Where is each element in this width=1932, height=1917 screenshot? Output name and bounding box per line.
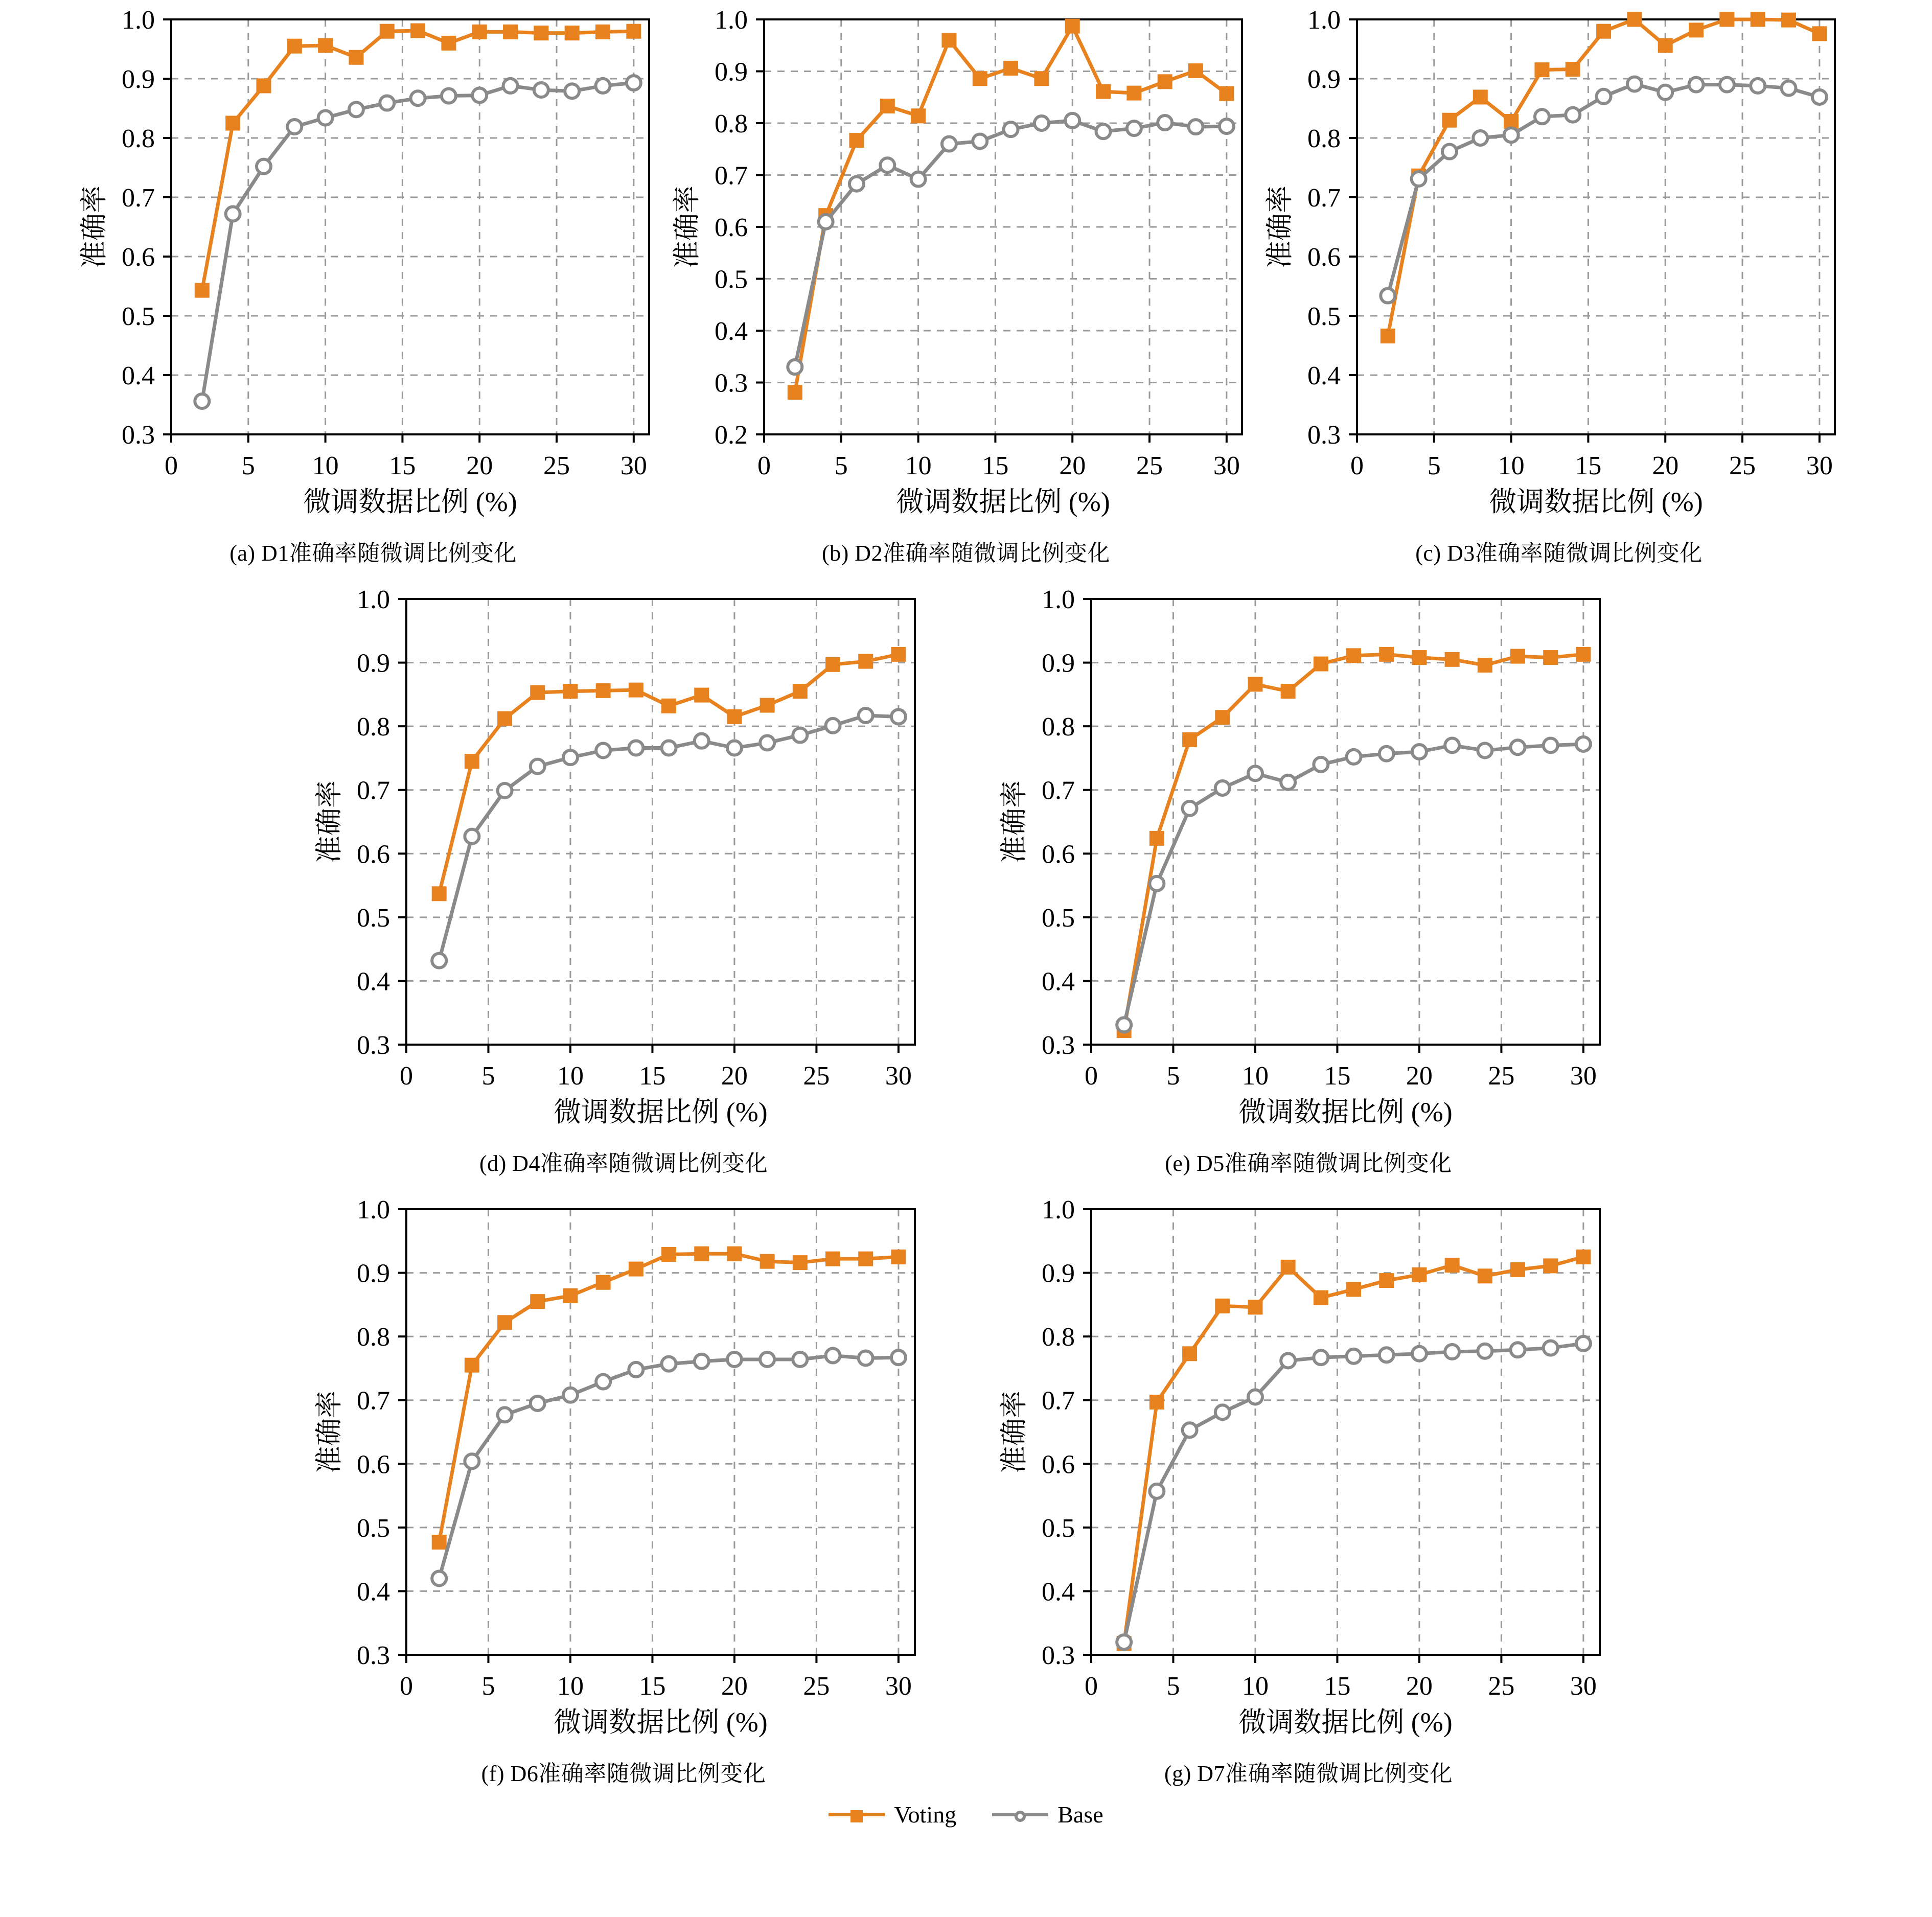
svg-text:25: 25 xyxy=(803,1061,830,1091)
svg-text:30: 30 xyxy=(620,451,647,480)
svg-text:0.5: 0.5 xyxy=(715,265,748,294)
plot-e xyxy=(997,585,1620,1142)
legend-label-base: Base xyxy=(1057,1801,1103,1828)
svg-text:10: 10 xyxy=(557,1672,584,1701)
svg-text:0.4: 0.4 xyxy=(122,361,155,390)
plot-a-svg xyxy=(77,5,670,532)
svg-text:0.4: 0.4 xyxy=(1042,967,1075,997)
svg-text:0.3: 0.3 xyxy=(715,368,748,398)
svg-text:微调数据比例 (%): 微调数据比例 (%) xyxy=(1238,1707,1453,1738)
svg-text:准确率: 准确率 xyxy=(79,186,109,268)
svg-text:0.4: 0.4 xyxy=(715,317,748,346)
svg-text:0.4: 0.4 xyxy=(357,1577,390,1607)
svg-text:0.5: 0.5 xyxy=(122,302,155,331)
svg-text:0.7: 0.7 xyxy=(1307,183,1341,213)
legend-item-base xyxy=(992,1801,1103,1828)
svg-text:准确率: 准确率 xyxy=(314,1391,344,1473)
svg-text:0.7: 0.7 xyxy=(357,1386,390,1416)
svg-text:15: 15 xyxy=(1575,451,1602,480)
caption-d: (d) D4准确率随微调比例变化 xyxy=(479,1151,768,1176)
svg-text:0.3: 0.3 xyxy=(1042,1641,1075,1670)
legend-item-voting xyxy=(829,1801,956,1828)
legend-marker-circle xyxy=(1015,1811,1026,1822)
plot-f-svg xyxy=(312,1195,935,1752)
svg-text:0: 0 xyxy=(757,451,771,480)
svg-text:0.5: 0.5 xyxy=(1042,903,1075,933)
svg-text:0.7: 0.7 xyxy=(715,161,748,191)
plot-d xyxy=(312,585,935,1142)
svg-text:15: 15 xyxy=(639,1061,666,1091)
svg-text:0.6: 0.6 xyxy=(1042,840,1075,869)
svg-text:微调数据比例 (%): 微调数据比例 (%) xyxy=(554,1097,768,1127)
svg-text:30: 30 xyxy=(1213,451,1240,480)
svg-text:5: 5 xyxy=(481,1672,495,1701)
svg-text:准确率: 准确率 xyxy=(999,1391,1029,1473)
svg-text:30: 30 xyxy=(885,1672,912,1701)
legend-line-voting xyxy=(829,1813,885,1816)
svg-text:1.0: 1.0 xyxy=(357,1195,390,1225)
svg-text:0.6: 0.6 xyxy=(1307,243,1341,272)
svg-text:0.3: 0.3 xyxy=(1307,421,1341,450)
chart-cell-f xyxy=(312,1195,935,1788)
chart-cell-c xyxy=(1262,5,1855,567)
svg-text:20: 20 xyxy=(1059,451,1086,480)
svg-text:微调数据比例 (%): 微调数据比例 (%) xyxy=(896,487,1110,517)
svg-text:0: 0 xyxy=(400,1061,413,1091)
svg-text:0.8: 0.8 xyxy=(715,109,748,138)
svg-text:微调数据比例 (%): 微调数据比例 (%) xyxy=(1489,487,1703,517)
svg-text:20: 20 xyxy=(1406,1672,1433,1701)
chart-cell-a xyxy=(77,5,670,567)
svg-text:5: 5 xyxy=(1166,1061,1180,1091)
chart-row-3 xyxy=(10,1195,1922,1788)
caption-e: (e) D5准确率随微调比例变化 xyxy=(1165,1151,1452,1176)
plot-c xyxy=(1262,5,1855,532)
svg-text:1.0: 1.0 xyxy=(357,585,390,614)
caption-g: (g) D7准确率随微调比例变化 xyxy=(1164,1761,1453,1786)
svg-text:微调数据比例 (%): 微调数据比例 (%) xyxy=(303,487,517,517)
svg-text:0.8: 0.8 xyxy=(1307,124,1341,153)
svg-text:30: 30 xyxy=(885,1061,912,1091)
svg-text:30: 30 xyxy=(1570,1061,1597,1091)
svg-text:20: 20 xyxy=(721,1061,748,1091)
svg-text:0.8: 0.8 xyxy=(357,712,390,742)
svg-text:0.5: 0.5 xyxy=(1307,302,1341,331)
svg-text:5: 5 xyxy=(1427,451,1441,480)
legend-label-voting: Voting xyxy=(894,1801,957,1828)
svg-text:10: 10 xyxy=(557,1061,584,1091)
svg-text:10: 10 xyxy=(1241,1672,1269,1701)
svg-text:准确率: 准确率 xyxy=(314,780,344,863)
svg-text:0.6: 0.6 xyxy=(357,1450,390,1480)
svg-text:5: 5 xyxy=(481,1061,495,1091)
svg-text:0.9: 0.9 xyxy=(1307,65,1341,94)
svg-text:10: 10 xyxy=(905,451,932,480)
svg-text:1.0: 1.0 xyxy=(1042,585,1075,614)
svg-text:0.5: 0.5 xyxy=(357,903,390,933)
svg-text:0.3: 0.3 xyxy=(357,1031,390,1060)
svg-text:0.4: 0.4 xyxy=(1307,361,1341,390)
svg-text:0.5: 0.5 xyxy=(1042,1513,1075,1543)
caption-f: (f) D6准确率随微调比例变化 xyxy=(481,1761,766,1786)
svg-text:0.4: 0.4 xyxy=(357,967,390,997)
svg-text:准确率: 准确率 xyxy=(999,780,1029,863)
svg-text:0.8: 0.8 xyxy=(122,124,155,153)
svg-text:0: 0 xyxy=(1085,1061,1098,1091)
plot-f xyxy=(312,1195,935,1752)
svg-text:准确率: 准确率 xyxy=(672,186,702,268)
svg-text:5: 5 xyxy=(834,451,848,480)
svg-text:25: 25 xyxy=(543,451,570,480)
svg-text:0.9: 0.9 xyxy=(357,649,390,678)
svg-text:1.0: 1.0 xyxy=(715,6,748,35)
caption-b: (b) D2准确率随微调比例变化 xyxy=(821,541,1111,566)
svg-text:0.8: 0.8 xyxy=(1042,1323,1075,1352)
svg-text:10: 10 xyxy=(1498,451,1525,480)
svg-text:20: 20 xyxy=(1406,1061,1433,1091)
svg-text:30: 30 xyxy=(1806,451,1833,480)
svg-text:0.9: 0.9 xyxy=(122,65,155,94)
svg-text:0.8: 0.8 xyxy=(357,1323,390,1352)
svg-text:20: 20 xyxy=(1652,451,1679,480)
svg-text:0.4: 0.4 xyxy=(1042,1577,1075,1607)
svg-text:20: 20 xyxy=(721,1672,748,1701)
svg-text:0.6: 0.6 xyxy=(1042,1450,1075,1480)
plot-a xyxy=(77,5,670,532)
legend-marker-square xyxy=(850,1810,863,1822)
svg-text:0.9: 0.9 xyxy=(1042,649,1075,678)
chart-row-2 xyxy=(10,585,1922,1177)
svg-text:0: 0 xyxy=(165,451,178,480)
svg-text:准确率: 准确率 xyxy=(1264,186,1295,268)
chart-cell-d xyxy=(312,585,935,1177)
plot-b-svg xyxy=(670,5,1262,532)
svg-text:30: 30 xyxy=(1570,1672,1597,1701)
svg-text:15: 15 xyxy=(639,1672,666,1701)
svg-text:15: 15 xyxy=(982,451,1009,480)
svg-text:0.6: 0.6 xyxy=(715,213,748,242)
svg-text:5: 5 xyxy=(241,451,255,480)
svg-text:0.7: 0.7 xyxy=(1042,776,1075,805)
svg-text:10: 10 xyxy=(312,451,339,480)
svg-text:0: 0 xyxy=(1085,1672,1098,1701)
svg-text:0: 0 xyxy=(1350,451,1364,480)
svg-text:15: 15 xyxy=(1324,1061,1351,1091)
svg-text:25: 25 xyxy=(803,1672,830,1701)
legend-line-base xyxy=(992,1813,1048,1816)
svg-text:0: 0 xyxy=(400,1672,413,1701)
svg-text:25: 25 xyxy=(1488,1061,1515,1091)
svg-text:25: 25 xyxy=(1488,1672,1515,1701)
svg-text:0.3: 0.3 xyxy=(357,1641,390,1670)
plot-g-svg xyxy=(997,1195,1620,1752)
svg-text:1.0: 1.0 xyxy=(1307,6,1341,35)
svg-text:0.5: 0.5 xyxy=(357,1513,390,1543)
svg-text:1.0: 1.0 xyxy=(1042,1195,1075,1225)
svg-text:25: 25 xyxy=(1729,451,1756,480)
plot-g xyxy=(997,1195,1620,1752)
svg-text:0.9: 0.9 xyxy=(715,57,748,87)
svg-text:微调数据比例 (%): 微调数据比例 (%) xyxy=(554,1707,768,1738)
svg-text:0.6: 0.6 xyxy=(122,243,155,272)
plot-b xyxy=(670,5,1262,532)
svg-text:微调数据比例 (%): 微调数据比例 (%) xyxy=(1238,1097,1453,1127)
plot-e-svg xyxy=(997,585,1620,1142)
svg-text:0.7: 0.7 xyxy=(357,776,390,805)
plot-d-svg xyxy=(312,585,935,1142)
svg-text:0.2: 0.2 xyxy=(715,421,748,450)
svg-text:0.8: 0.8 xyxy=(1042,712,1075,742)
plot-c-svg xyxy=(1262,5,1855,532)
svg-text:0.3: 0.3 xyxy=(1042,1031,1075,1060)
svg-text:5: 5 xyxy=(1166,1672,1180,1701)
svg-text:10: 10 xyxy=(1241,1061,1269,1091)
svg-text:15: 15 xyxy=(1324,1672,1351,1701)
svg-text:0.6: 0.6 xyxy=(357,840,390,869)
chart-cell-g xyxy=(997,1195,1620,1788)
svg-text:0.7: 0.7 xyxy=(122,183,155,213)
svg-text:25: 25 xyxy=(1136,451,1163,480)
figure-legend xyxy=(10,1801,1922,1828)
chart-cell-b xyxy=(670,5,1262,567)
svg-text:0.9: 0.9 xyxy=(1042,1259,1075,1288)
svg-text:0.7: 0.7 xyxy=(1042,1386,1075,1416)
svg-text:15: 15 xyxy=(389,451,416,480)
caption-a: (a) D1准确率随微调比例变化 xyxy=(229,541,517,566)
chart-row-1 xyxy=(10,5,1922,567)
svg-text:20: 20 xyxy=(466,451,493,480)
svg-text:0.3: 0.3 xyxy=(122,421,155,450)
svg-text:0.9: 0.9 xyxy=(357,1259,390,1288)
chart-cell-e xyxy=(997,585,1620,1177)
caption-c: (c) D3准确率随微调比例变化 xyxy=(1415,541,1703,566)
svg-text:1.0: 1.0 xyxy=(122,6,155,35)
